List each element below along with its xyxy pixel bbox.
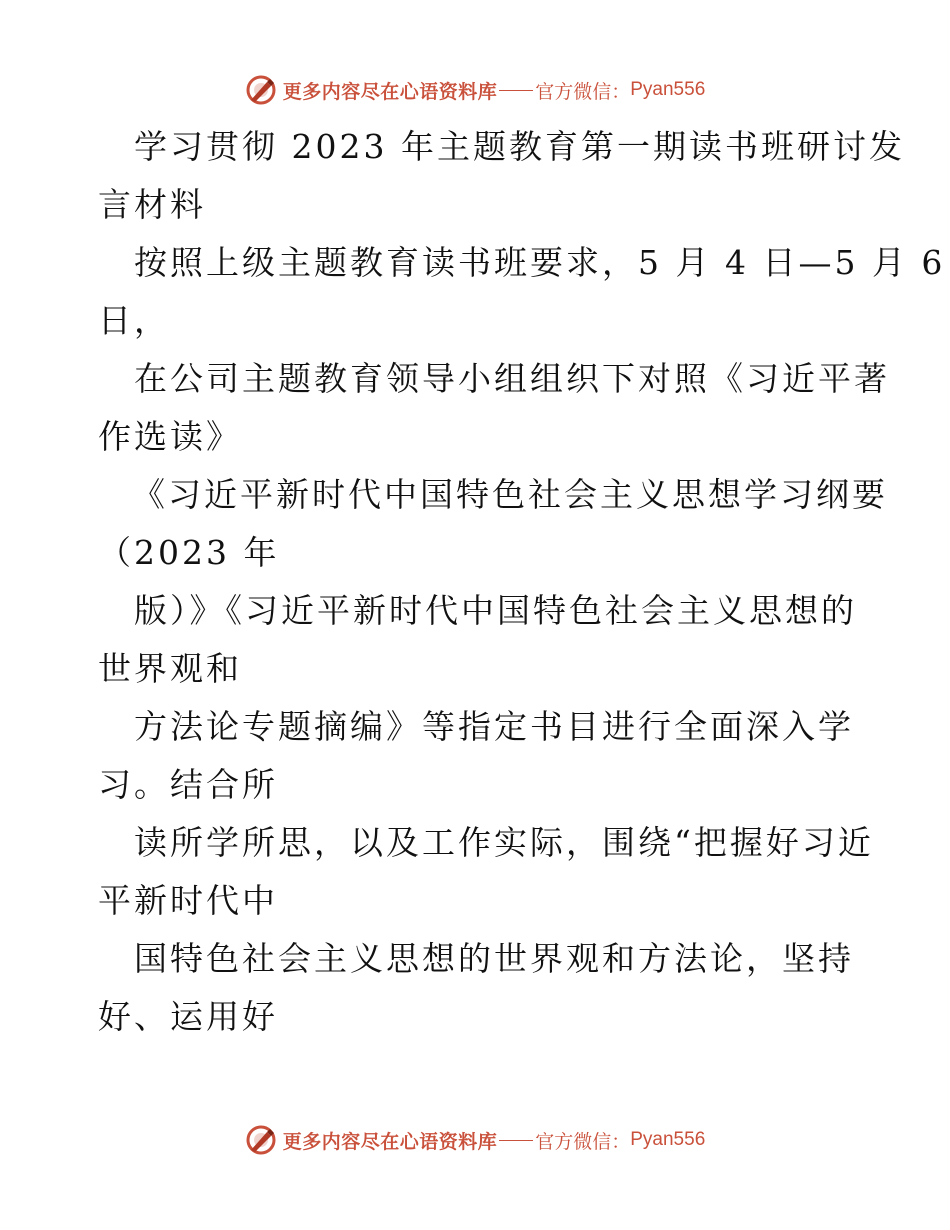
watermark-slogan: 更多内容尽在心语资料库: [282, 1130, 498, 1153]
paragraph-line: 按照上级主题教育读书班要求，5 月 4 日—5 月 6: [134, 243, 946, 282]
paragraph-line: 版）》《习近平新时代中国特色社会主义思想的: [134, 591, 857, 630]
paragraph-line: 平新时代中: [98, 881, 278, 920]
watermark-dash: [499, 90, 533, 91]
paragraph-line: 好、运用好: [98, 997, 278, 1036]
document-body: [98, 118, 946, 1046]
watermark-wechat-label: 官方微信：: [535, 80, 631, 103]
header-watermark: [0, 72, 950, 108]
paragraph-line: 国特色社会主义思想的世界观和方法论，坚持: [134, 939, 854, 978]
paragraph-line: 读所学所思，以及工作实际，围绕“把握好习近: [134, 823, 874, 862]
paragraph-line: 日，: [98, 301, 170, 340]
watermark-dash: [499, 1140, 533, 1141]
watermark-slogan: 更多内容尽在心语资料库: [282, 80, 498, 103]
paragraph-line: 世界观和: [98, 649, 242, 688]
footer-watermark: [0, 1122, 950, 1158]
pen-logo-icon: [245, 1124, 277, 1156]
paragraph-line: 作选读》: [98, 417, 242, 456]
watermark-wechat-label: 官方微信：: [535, 1130, 631, 1153]
paragraph-line: 《习近平新时代中国特色社会主义思想学习纲要: [132, 475, 888, 514]
title-line-1: 学习贯彻 2023 年主题教育第一期读书班研讨发: [134, 127, 905, 166]
paragraph-line: 在公司主题教育领导小组组织下对照《习近平著: [134, 359, 890, 398]
paragraph-line: 习。结合所: [98, 765, 278, 804]
watermark-wechat-handle: Pyan556: [630, 1129, 706, 1150]
paragraph-line: （2023 年: [98, 533, 280, 572]
pen-logo-icon: [245, 74, 277, 106]
paragraph-line: 方法论专题摘编》等指定书目进行全面深入学: [134, 707, 854, 746]
title-line-2: 言材料: [98, 185, 206, 224]
watermark-wechat-handle: Pyan556: [630, 79, 706, 100]
